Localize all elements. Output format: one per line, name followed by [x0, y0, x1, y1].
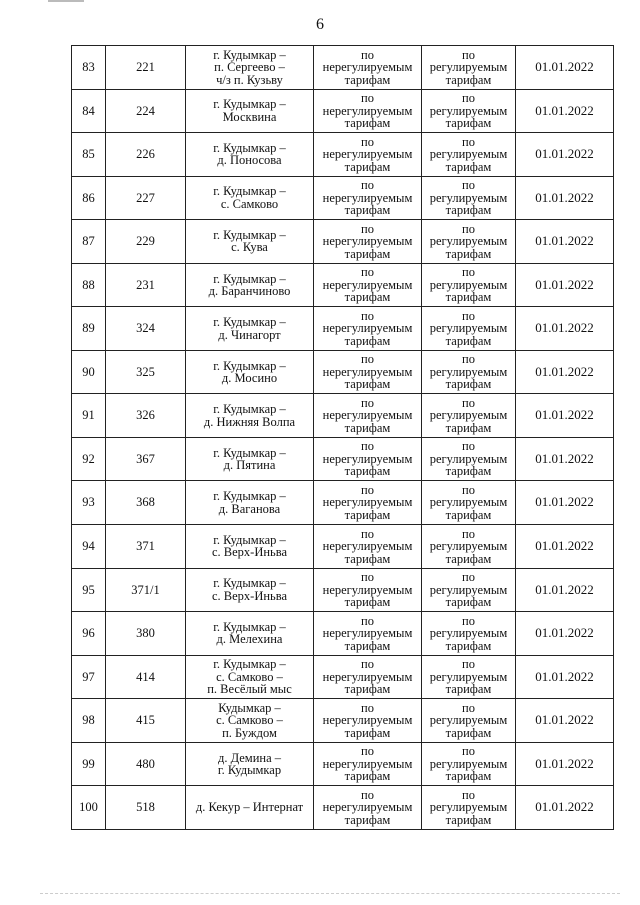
- route-code-cell: 380: [106, 612, 186, 656]
- tariff-type-cell-line: тарифам: [344, 812, 391, 827]
- tariff-type-cell-line: регулируемым: [429, 277, 508, 292]
- tariff-type-cell-line: по: [361, 613, 374, 628]
- tariff-type-cell-line: по: [462, 744, 475, 759]
- tariff-type-cell-line: регулируемым: [429, 408, 508, 423]
- tariff-type-cell-line: по: [462, 47, 475, 62]
- tariff-type-cell-line: тарифам: [344, 682, 391, 697]
- route-name-cell-line: с. Самково: [220, 196, 279, 211]
- tariff-type-cell-line: тарифам: [445, 290, 492, 305]
- row-number-cell: 95: [72, 568, 106, 612]
- tariff-type-cell: [422, 481, 516, 525]
- route-name-cell-line: с. Самково –: [216, 713, 283, 728]
- tariff-type-cell: [422, 263, 516, 307]
- tariff-type-cell-line: по: [361, 265, 374, 280]
- route-code-cell: 231: [106, 263, 186, 307]
- tariff-type-cell-line: по: [462, 308, 475, 323]
- tariff-type-cell: [314, 612, 422, 656]
- route-name-cell-line: д. Чинагорт: [218, 327, 281, 342]
- tariff-type-cell-line: по: [361, 787, 374, 802]
- date-cell: 01.01.2022: [516, 394, 614, 438]
- scan-mark: [48, 0, 84, 2]
- route-code-cell: 226: [106, 133, 186, 177]
- tariff-type-cell-line: регулируемым: [429, 582, 508, 597]
- tariff-type-cell-line: по: [462, 439, 475, 454]
- route-name-cell-line: п. Сергеево –: [214, 60, 285, 75]
- tariff-type-cell-line: тарифам: [445, 812, 492, 827]
- date-cell: 01.01.2022: [516, 263, 614, 307]
- table-row: [72, 525, 614, 569]
- route-name-cell-line: ч/з п. Кузьву: [216, 72, 283, 87]
- tariff-type-cell-line: по: [462, 395, 475, 410]
- route-code-cell: 221: [106, 46, 186, 90]
- tariff-type-cell-line: тарифам: [445, 116, 492, 131]
- tariff-type-cell-line: регулируемым: [429, 234, 508, 249]
- route-name-cell-line: г. Кудымкар –: [213, 184, 286, 199]
- tariff-type-cell: [422, 742, 516, 786]
- tariff-type-cell-line: тарифам: [445, 638, 492, 653]
- route-code-cell: 415: [106, 699, 186, 743]
- tariff-type-cell-line: тарифам: [344, 551, 391, 566]
- tariff-type-cell-line: тарифам: [344, 116, 391, 131]
- tariff-type-cell-line: по: [361, 308, 374, 323]
- row-number-cell: 88: [72, 263, 106, 307]
- row-number-cell: 92: [72, 437, 106, 481]
- tariff-type-cell-line: по: [361, 178, 374, 193]
- tariff-type-cell-line: тарифам: [445, 159, 492, 174]
- tariff-type-cell: [422, 699, 516, 743]
- table-row: [72, 220, 614, 264]
- tariff-type-cell-line: по: [361, 221, 374, 236]
- row-number-cell: 100: [72, 786, 106, 830]
- tariff-type-cell-line: тарифам: [344, 377, 391, 392]
- route-name-cell: [186, 699, 314, 743]
- date-cell: 01.01.2022: [516, 89, 614, 133]
- tariff-type-cell: [422, 612, 516, 656]
- row-number-cell: 86: [72, 176, 106, 220]
- tariff-type-cell: [314, 568, 422, 612]
- row-number-cell: 85: [72, 133, 106, 177]
- route-name-cell-line: г. Кудымкар –: [213, 97, 286, 112]
- scan-edge-line: [40, 893, 620, 895]
- tariff-type-cell-line: нерегулируемым: [322, 364, 413, 379]
- route-name-cell: [186, 46, 314, 90]
- route-name-cell-line: г. Кудымкар –: [213, 657, 286, 672]
- tariff-type-cell-line: тарифам: [344, 507, 391, 522]
- tariff-type-cell-line: по: [462, 570, 475, 585]
- date-cell: 01.01.2022: [516, 220, 614, 264]
- tariff-type-cell-line: по: [462, 787, 475, 802]
- page-number: 6: [316, 16, 324, 33]
- tariff-type-cell: [314, 786, 422, 830]
- tariff-type-cell-line: по: [462, 526, 475, 541]
- row-number-cell: 99: [72, 742, 106, 786]
- route-name-cell-line: с. Кува: [231, 240, 268, 255]
- route-name-cell-line: с. Самково –: [216, 669, 283, 684]
- route-code-cell: 326: [106, 394, 186, 438]
- tariff-type-cell: [422, 655, 516, 699]
- tariff-type-cell: [314, 481, 422, 525]
- route-code-cell: 480: [106, 742, 186, 786]
- route-name-cell-line: д. Баранчиново: [208, 284, 291, 298]
- route-name-cell: [186, 655, 314, 699]
- tariff-type-cell-line: по: [361, 700, 374, 715]
- tariff-type-cell-line: тарифам: [445, 725, 492, 740]
- tariff-type-cell-line: по: [361, 91, 374, 106]
- route-name-cell-line: г. Кудымкар –: [213, 271, 286, 286]
- tariff-type-cell-line: тарифам: [445, 377, 492, 392]
- route-name-cell-line: г. Кудымкар: [217, 763, 282, 778]
- route-code-cell: 324: [106, 307, 186, 351]
- route-code-cell: 367: [106, 437, 186, 481]
- route-name-cell: [186, 525, 314, 569]
- table-row: [72, 437, 614, 481]
- tariff-type-cell: [422, 786, 516, 830]
- route-name-cell-line: д. Пятина: [223, 458, 276, 473]
- tariff-type-cell-line: тарифам: [344, 72, 391, 87]
- tariff-type-cell: [422, 89, 516, 133]
- route-name-cell: [186, 437, 314, 481]
- tariff-type-cell: [314, 437, 422, 481]
- tariff-type-cell: [422, 350, 516, 394]
- row-number-cell: 93: [72, 481, 106, 525]
- tariff-type-cell-line: тарифам: [445, 246, 492, 261]
- tariff-type-cell-line: регулируемым: [429, 669, 508, 684]
- row-number-cell: 94: [72, 525, 106, 569]
- tariff-type-cell-line: регулируемым: [429, 147, 508, 162]
- row-number-cell: 91: [72, 394, 106, 438]
- tariff-type-cell-line: нерегулируемым: [322, 277, 413, 292]
- tariff-type-cell-line: нерегулируемым: [322, 800, 413, 815]
- table-row: [72, 742, 614, 786]
- tariff-type-cell: [422, 568, 516, 612]
- row-number-cell: 89: [72, 307, 106, 351]
- route-name-cell: [186, 263, 314, 307]
- tariff-type-cell-line: тарифам: [344, 246, 391, 261]
- route-name-cell: [186, 350, 314, 394]
- tariff-type-cell-line: тарифам: [344, 638, 391, 653]
- tariff-type-cell-line: тарифам: [344, 420, 391, 435]
- tariff-type-cell-line: тарифам: [445, 682, 492, 697]
- table-row: [72, 699, 614, 743]
- date-cell: 01.01.2022: [516, 655, 614, 699]
- row-number-cell: 83: [72, 46, 106, 90]
- tariff-type-cell-line: нерегулируемым: [322, 103, 413, 118]
- tariff-type-cell-line: тарифам: [445, 551, 492, 566]
- date-cell: 01.01.2022: [516, 176, 614, 220]
- tariff-type-cell: [314, 742, 422, 786]
- route-name-cell-line: г. Кудымкар –: [213, 532, 286, 547]
- tariff-type-cell-line: нерегулируемым: [322, 234, 413, 249]
- tariff-type-cell-line: регулируемым: [429, 190, 508, 205]
- date-cell: 01.01.2022: [516, 568, 614, 612]
- tariff-type-cell-line: по: [361, 352, 374, 367]
- tariff-type-cell-line: по: [462, 221, 475, 236]
- route-name-cell-line: г. Кудымкар –: [213, 619, 286, 634]
- tariff-type-cell-line: регулируемым: [429, 539, 508, 554]
- tariff-type-cell-line: нерегулируемым: [322, 626, 413, 641]
- tariff-type-cell-line: нерегулируемым: [322, 147, 413, 162]
- route-code-cell: 224: [106, 89, 186, 133]
- tariff-type-cell: [314, 220, 422, 264]
- route-name-cell: [186, 742, 314, 786]
- tariff-type-cell-line: тарифам: [445, 72, 492, 87]
- tariff-type-cell-line: по: [361, 570, 374, 585]
- tariff-type-cell-line: нерегулируемым: [322, 451, 413, 466]
- tariff-type-cell: [422, 220, 516, 264]
- tariff-type-cell-line: регулируемым: [429, 800, 508, 815]
- route-name-cell-line: г. Кудымкар –: [213, 358, 286, 373]
- table-row: [72, 307, 614, 351]
- row-number-cell: 90: [72, 350, 106, 394]
- tariff-type-cell-line: по: [361, 47, 374, 62]
- route-name-cell: [186, 307, 314, 351]
- tariff-type-cell: [314, 699, 422, 743]
- tariff-type-cell-line: по: [462, 265, 475, 280]
- tariff-type-cell: [422, 394, 516, 438]
- route-name-cell-line: д. Демина –: [217, 750, 282, 765]
- tariff-type-cell: [422, 176, 516, 220]
- tariff-type-cell-line: нерегулируемым: [322, 756, 413, 771]
- tariff-type-cell-line: нерегулируемым: [322, 669, 413, 684]
- date-cell: 01.01.2022: [516, 481, 614, 525]
- tariff-type-cell-line: нерегулируемым: [322, 495, 413, 510]
- route-name-cell-line: Кудымкар –: [218, 700, 281, 715]
- route-code-cell: 371: [106, 525, 186, 569]
- route-code-cell: 325: [106, 350, 186, 394]
- route-name-cell-line: г. Кудымкар –: [213, 140, 286, 155]
- route-name-cell: [186, 89, 314, 133]
- tariff-type-cell-line: по: [361, 395, 374, 410]
- tariff-type-cell-line: регулируемым: [429, 495, 508, 510]
- tariff-type-cell-line: тарифам: [344, 464, 391, 479]
- table-row: [72, 655, 614, 699]
- tariff-type-cell-line: нерегулируемым: [322, 539, 413, 554]
- route-name-cell: [186, 481, 314, 525]
- tariff-type-cell-line: по: [462, 700, 475, 715]
- routes-table: [71, 45, 614, 830]
- tariff-type-cell-line: регулируемым: [429, 364, 508, 379]
- row-number-cell: 98: [72, 699, 106, 743]
- tariff-type-cell-line: по: [462, 657, 475, 672]
- tariff-type-cell-line: по: [361, 439, 374, 454]
- tariff-type-cell: [314, 655, 422, 699]
- route-code-cell: 371/1: [106, 568, 186, 612]
- route-code-cell: 414: [106, 655, 186, 699]
- route-name-cell-line: с. Верх-Иньва: [211, 588, 288, 603]
- tariff-type-cell-line: тарифам: [445, 507, 492, 522]
- route-name-cell-line: п. Весёлый мыс: [207, 682, 292, 697]
- date-cell: 01.01.2022: [516, 46, 614, 90]
- tariff-type-cell-line: нерегулируемым: [322, 190, 413, 205]
- route-name-cell-line: д. Мелехина: [216, 632, 283, 647]
- tariff-type-cell-line: по: [361, 657, 374, 672]
- route-code-cell: 368: [106, 481, 186, 525]
- route-name-cell-line: г. Кудымкар –: [213, 47, 286, 62]
- tariff-type-cell: [422, 525, 516, 569]
- date-cell: 01.01.2022: [516, 612, 614, 656]
- tariff-type-cell-line: по: [361, 134, 374, 149]
- tariff-type-cell-line: по: [462, 178, 475, 193]
- tariff-type-cell-line: тарифам: [344, 159, 391, 174]
- route-name-cell-line: д. Мосино: [221, 371, 278, 386]
- tariff-type-cell-line: по: [462, 613, 475, 628]
- route-name-cell-line: г. Кудымкар –: [213, 445, 286, 460]
- route-name-cell-line: п. Буждом: [222, 725, 277, 740]
- tariff-type-cell-line: нерегулируемым: [322, 321, 413, 336]
- route-code-cell: 227: [106, 176, 186, 220]
- date-cell: 01.01.2022: [516, 699, 614, 743]
- tariff-type-cell-line: тарифам: [344, 595, 391, 610]
- tariff-type-cell-line: по: [462, 352, 475, 367]
- table-row: [72, 350, 614, 394]
- route-name-cell-line: г. Кудымкар –: [213, 489, 286, 504]
- route-name-cell: [186, 568, 314, 612]
- tariff-type-cell: [422, 437, 516, 481]
- tariff-type-cell-line: регулируемым: [429, 713, 508, 728]
- tariff-type-cell-line: тарифам: [445, 464, 492, 479]
- tariff-type-cell-line: тарифам: [445, 420, 492, 435]
- route-code-cell: 229: [106, 220, 186, 264]
- tariff-type-cell-line: тарифам: [445, 595, 492, 610]
- tariff-type-cell-line: регулируемым: [429, 103, 508, 118]
- tariff-type-cell: [422, 46, 516, 90]
- tariff-type-cell: [422, 307, 516, 351]
- table-row: [72, 612, 614, 656]
- route-name-cell-line: с. Верх-Иньва: [211, 545, 288, 560]
- table-row: [72, 46, 614, 90]
- tariff-type-cell-line: тарифам: [344, 333, 391, 348]
- row-number-cell: 96: [72, 612, 106, 656]
- routes-table-body: [72, 46, 614, 830]
- table-row: [72, 786, 614, 830]
- tariff-type-cell-line: тарифам: [344, 203, 391, 218]
- route-code-cell: 518: [106, 786, 186, 830]
- route-name-cell-line: Москвина: [222, 109, 277, 124]
- date-cell: 01.01.2022: [516, 133, 614, 177]
- tariff-type-cell: [314, 307, 422, 351]
- route-name-cell-line: д. Поносова: [217, 153, 282, 168]
- tariff-type-cell: [314, 133, 422, 177]
- date-cell: 01.01.2022: [516, 742, 614, 786]
- tariff-type-cell: [314, 176, 422, 220]
- tariff-type-cell-line: по: [462, 482, 475, 497]
- tariff-type-cell-line: регулируемым: [429, 60, 508, 75]
- route-name-cell-line: г. Кудымкар –: [213, 402, 286, 417]
- route-name-cell: [186, 133, 314, 177]
- tariff-type-cell: [314, 394, 422, 438]
- tariff-type-cell-line: тарифам: [344, 290, 391, 305]
- route-name-cell-line: г. Кудымкар –: [213, 227, 286, 242]
- row-number-cell: 97: [72, 655, 106, 699]
- route-name-cell-line: г. Кудымкар –: [213, 576, 286, 591]
- table-row: [72, 263, 614, 307]
- tariff-type-cell-line: нерегулируемым: [322, 713, 413, 728]
- tariff-type-cell-line: нерегулируемым: [322, 582, 413, 597]
- table-row: [72, 89, 614, 133]
- row-number-cell: 87: [72, 220, 106, 264]
- tariff-type-cell: [314, 89, 422, 133]
- tariff-type-cell-line: по: [462, 91, 475, 106]
- route-name-cell-line: г. Кудымкар –: [213, 315, 286, 330]
- tariff-type-cell-line: регулируемым: [429, 321, 508, 336]
- tariff-type-cell: [314, 46, 422, 90]
- route-name-cell-line: д. Кекур – Интернат: [195, 800, 304, 815]
- row-number-cell: 84: [72, 89, 106, 133]
- tariff-type-cell-line: тарифам: [344, 769, 391, 784]
- tariff-type-cell: [314, 263, 422, 307]
- tariff-type-cell-line: по: [361, 526, 374, 541]
- tariff-type-cell: [314, 350, 422, 394]
- table-row: [72, 133, 614, 177]
- date-cell: 01.01.2022: [516, 525, 614, 569]
- tariff-type-cell-line: регулируемым: [429, 626, 508, 641]
- date-cell: 01.01.2022: [516, 437, 614, 481]
- route-name-cell: [186, 220, 314, 264]
- route-name-cell-line: д. Нижняя Волпа: [203, 414, 296, 429]
- tariff-type-cell-line: по: [361, 744, 374, 759]
- tariff-type-cell-line: регулируемым: [429, 756, 508, 771]
- route-name-cell: [186, 176, 314, 220]
- tariff-type-cell-line: регулируемым: [429, 451, 508, 466]
- date-cell: 01.01.2022: [516, 307, 614, 351]
- tariff-type-cell-line: тарифам: [445, 203, 492, 218]
- route-name-cell-line: д. Ваганова: [218, 501, 281, 516]
- tariff-type-cell-line: нерегулируемым: [322, 408, 413, 423]
- tariff-type-cell-line: тарифам: [344, 725, 391, 740]
- table-row: [72, 481, 614, 525]
- table-row: [72, 568, 614, 612]
- date-cell: 01.01.2022: [516, 350, 614, 394]
- route-name-cell: [186, 394, 314, 438]
- table-row: [72, 394, 614, 438]
- tariff-type-cell: [422, 133, 516, 177]
- tariff-type-cell: [314, 525, 422, 569]
- tariff-type-cell-line: тарифам: [445, 333, 492, 348]
- tariff-type-cell-line: по: [361, 482, 374, 497]
- tariff-type-cell-line: тарифам: [445, 769, 492, 784]
- table-row: [72, 176, 614, 220]
- date-cell: 01.01.2022: [516, 786, 614, 830]
- route-name-cell: [186, 612, 314, 656]
- tariff-type-cell-line: нерегулируемым: [322, 60, 413, 75]
- route-name-cell: [186, 786, 314, 830]
- tariff-type-cell-line: по: [462, 134, 475, 149]
